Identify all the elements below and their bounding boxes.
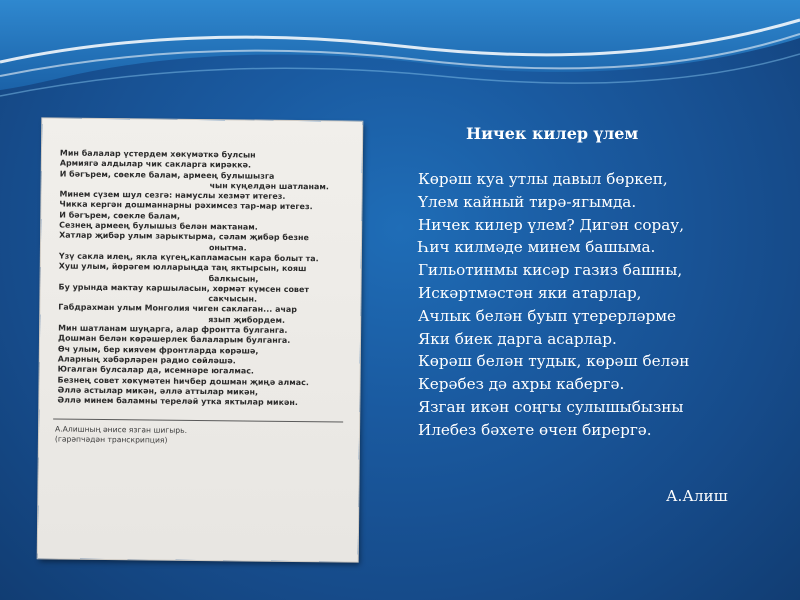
poem-line: Ничек килер үлем? Дигән сорау, — [418, 215, 685, 234]
manuscript-line: Хуш улым, йөрәгем юлларыңда таң яктырсын, кояш — [58, 261, 307, 274]
manuscript-line: Безнең совет хөкүмәтен һичбер дошман җиңә алмас. — [57, 375, 309, 387]
manuscript-line: Мин балалар үстердем хөкүмәткә булсын — [59, 148, 256, 160]
manuscript-text — [57, 149, 350, 409]
manuscript-line: чын күңелдән шатланам. — [209, 180, 330, 192]
manuscript-line: Бу урында мактау каршыласын, хөрмәт күмсен совет — [58, 282, 310, 294]
manuscript-divider — [53, 418, 343, 422]
poem-line: Ачлык белән буып үтерерләрме — [418, 306, 676, 325]
manuscript-line: Аларның хәбәрләрен радио сөйләшә. — [57, 354, 236, 366]
manuscript-line: сакчысын. — [208, 294, 258, 304]
poem-line: Көрәш белән тудык, көрәш белән — [418, 352, 690, 371]
manuscript-line: Дошман белән көрәшерлек балаларым булганга. — [57, 333, 291, 346]
manuscript-line: Әллә астылар микән, әллә аттылар микән, — [57, 385, 259, 397]
poem-author: А.Алиш — [666, 487, 728, 505]
poem-title: Ничек килер үлем — [466, 124, 639, 143]
poem-line: Яки биек дарга асарлар. — [418, 329, 617, 348]
poem-line: Һич килмәде минем башыма. — [418, 238, 656, 257]
manuscript-line: Армиягә алдылар чик сакларга кирәккә. — [59, 158, 252, 170]
manuscript-line: Сезнең армеең булышыз белән мактанам. — [59, 220, 258, 232]
manuscript-line: Үзү сакла илең, якла күгең,капламасын кара болыт та. — [58, 251, 319, 264]
manuscript-line: Минем сүзем шул сезгә: намуслы хезмәт итегез. — [59, 189, 286, 202]
poem-line: Үлем кайный тирә-ягымда. — [418, 192, 637, 211]
top-wave-decoration — [0, 0, 800, 120]
manuscript-caption — [55, 424, 345, 447]
manuscript-line: Югалган булсалар да, исемнәре югалмас. — [57, 364, 255, 376]
poem-line: Көрәш куа утлы давыл бөркеп, — [418, 170, 668, 188]
manuscript-line: Хатлар җибәр улым зарыктырма, сәлам җибәр безне — [59, 230, 309, 243]
manuscript-line: Чикка кергән дошманнарны рәхимсез тар-мар итегез. — [59, 200, 313, 212]
scanned-manuscript-image — [38, 118, 363, 561]
manuscript-line: язып җибордем. — [208, 314, 286, 325]
manuscript-line: И бәгърем, сөекле балам, — [59, 210, 181, 221]
poem-line: Язган икән соңгы сулышыбызны — [418, 397, 684, 416]
manuscript-line: Мин шатланам шуңарга, алар фронтта булганга. — [58, 323, 288, 335]
manuscript-line: Әллә минем баламны терелəй утка яктылар микән. — [57, 395, 299, 408]
poem-line: Илебез бәхете өчен бирергә. — [418, 420, 652, 439]
manuscript-line: Габдрахман улым Монголия чиген саклаган... ачар — [58, 302, 298, 315]
poem-line: Гильотинмы кисәр газиз башны, — [418, 261, 683, 280]
manuscript-caption-line: (гарәпчәдән транскрипция) — [54, 434, 168, 445]
manuscript-line: онытма. — [208, 242, 247, 253]
poem-line: Керәбез дә ахры кабергә. — [418, 375, 625, 394]
manuscript-caption-line: А.Алишның әнисе язган шигырь. — [55, 424, 188, 435]
manuscript-line: балкысын, — [208, 273, 259, 284]
manuscript-line: Өч улым, бер кияvем фронтларда көрәшә, — [57, 344, 259, 356]
manuscript-line: И бәгърем, сөекле балам, армеең булышызга — [59, 169, 275, 181]
poem-text — [418, 168, 793, 442]
poem-line: Искәртмәстән яки атарлар, — [418, 283, 642, 302]
